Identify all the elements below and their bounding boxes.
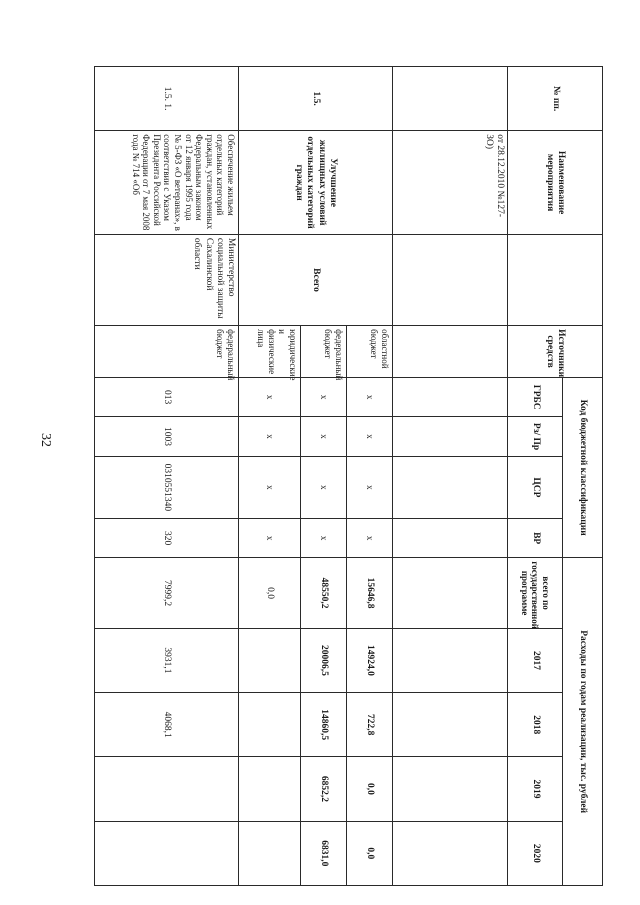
header-grbs: ГРБС [508,377,563,416]
header-2019: 2019 [508,757,563,821]
header-vr: ВР [508,518,563,557]
row2-2017: 3931,1 [95,628,239,692]
row1-sub0-2018: 722,8 [347,693,393,757]
row0-2017 [393,628,508,692]
header-executor [508,234,603,325]
row1-sub1-rzpr: x [301,417,347,456]
row0-csr [393,456,508,518]
header-2020: 2020 [508,821,563,885]
row0-2020 [393,821,508,885]
row2-total: 7999,2 [95,558,239,628]
row0-num [393,67,508,131]
row0-2018 [393,693,508,757]
row0-2019 [393,757,508,821]
row2-2020 [95,821,239,885]
header-expenses: Расходы по годам реализации, тыс. рублей [563,558,603,886]
row1-sub0-total: 15646,8 [347,558,393,628]
row1-executor: Всего [239,234,393,325]
table-row [95,67,239,886]
header-name: Наименование мероприятия [508,131,603,235]
row0-total [393,558,508,628]
row1-sub2-2018 [239,693,301,757]
row1-name: Улучшение жилищных условий отдельных категорий граждан [239,131,393,235]
row1-sub1-total: 48550,2 [301,558,347,628]
row0-executor [393,234,508,325]
header-csr: ЦСР [508,456,563,518]
header-2017: 2017 [508,628,563,692]
row1-sub0-source: областной бюджет [347,326,393,378]
row2-num: 1.5. 1. [95,67,239,131]
row1-sub1-2019: 6852,2 [301,757,347,821]
row0-source [393,326,508,378]
row1-num: 1.5. [239,67,393,131]
row2-grbs: 013 [95,377,239,416]
row1-sub1-csr: x [301,456,347,518]
document-page [93,66,603,886]
row1-sub2-csr: x [239,456,301,518]
row0-name: от 28.12.2010 №127-ЗО) [393,131,508,235]
row1-sub0-2019: 0,0 [347,757,393,821]
header-budget-class: Код бюджетной классификации [563,377,603,557]
table-row [393,67,508,886]
row2-2018: 4068,1 [95,693,239,757]
row1-sub2-2019 [239,757,301,821]
row2-name: Обеспечение жильем отдельных категорий граждан, установленных Федеральным законом от 12 января 1995 года № 5-ФЗ «О ветеранах», в соответствии с Указом Президента Российской Федерации от 7 мая 2008 года № 714 «Об [95,131,239,235]
rotated-table-sheet [93,66,603,886]
row1-sub0-vr: x [347,518,393,557]
row1-sub2-grbs: x [239,377,301,416]
table-row [347,67,393,886]
row2-rzpr: 1003 [95,417,239,456]
row2-vr: 320 [95,518,239,557]
header-num: № пп. [508,67,603,131]
row2-source: федеральный бюджет [95,326,239,378]
row1-sub2-vr: x [239,518,301,557]
row1-sub0-rzpr: x [347,417,393,456]
row1-sub2-source: юридические и физические лица [239,326,301,378]
row1-sub2-2020 [239,821,301,885]
row1-sub2-rzpr: x [239,417,301,456]
row1-sub1-2020: 6831,0 [301,821,347,885]
header-rzpr: Рз/ Пр [508,417,563,456]
row1-sub0-grbs: x [347,377,393,416]
row1-sub2-total: 0,0 [239,558,301,628]
header-source: Источники средств [508,326,603,378]
row1-sub1-source: федеральный бюджет [301,326,347,378]
page-number: 32 [38,433,53,447]
row2-csr: 0310551340 [95,456,239,518]
row1-sub1-grbs: x [301,377,347,416]
row1-sub0-2017: 14924,0 [347,628,393,692]
header-2018: 2018 [508,693,563,757]
header-total: всего по государственной программе [508,558,563,628]
row0-grbs [393,377,508,416]
program-expenses-table [94,66,603,886]
row1-sub1-2017: 20006,5 [301,628,347,692]
row1-sub0-csr: x [347,456,393,518]
row1-sub0-2020: 0,0 [347,821,393,885]
row0-rzpr [393,417,508,456]
row1-sub1-vr: x [301,518,347,557]
row1-sub2-2017 [239,628,301,692]
row1-sub1-2018: 14860,5 [301,693,347,757]
row2-2019 [95,757,239,821]
row0-vr [393,518,508,557]
row2-executor: Министерство социальной защиты Сахалинской области [95,234,239,325]
